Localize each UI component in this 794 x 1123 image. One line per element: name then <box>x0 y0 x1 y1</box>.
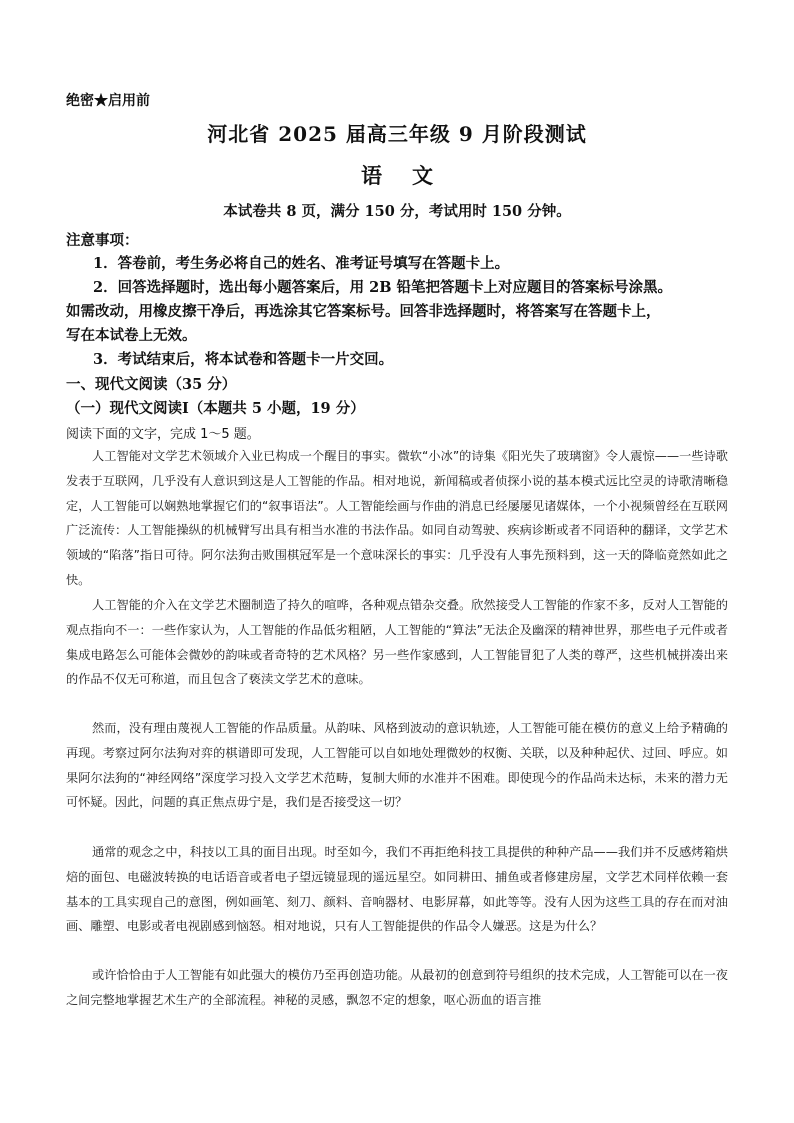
subject-char-1: 语 <box>361 163 382 188</box>
passage-paragraph-1: 人工智能对文学艺术领域介入业已构成一个醒目的事实。微软“小冰”的诗集《阳光失了玻璃窗》令人震惊——一些诗歌发表于互联网，几乎没有人意识到这是人工智能的作品。相对地说，新闻稿或者侦探小说的基本模式远比空灵的诗歌清晰稳定，人工智能可以娴熟地掌握它们的“叙事语法”。人工智能绘画与作曲的消息已经屡屡见诸媒体，一个小视频曾经在互联网广泛流传：人工智能操纵的机械臂写出具有相当水准的书法作品。如同自动驾驶、疾病诊断或者不同语种的翻译，文学艺术领域的“陷落”指日可待。阿尔法狗击败围棋冠军是一个意味深长的事实：几乎没有人事先预料到，这一天的降临竟然如此之快。 <box>66 449 728 587</box>
subject-title <box>0 160 794 190</box>
notes-heading: 注意事项： <box>66 232 139 249</box>
confidential-label: 绝密★启用前 <box>66 93 150 109</box>
exam-info: 本试卷共 8 页，满分 150 分，考试用时 150 分钟。 <box>223 203 571 220</box>
sub-section-heading: （一）现代文阅读Ⅰ（本题共 5 小题，19 分） <box>66 400 365 417</box>
notes-item-2-line-3: 写在本试卷上无效。 <box>66 327 197 344</box>
page-title: 河北省 2025 届高三年级 9 月阶段测试 <box>207 122 587 146</box>
notes-item-2-line-2: 如需改动，用橡皮擦干净后，再选涂其它答案标号。回答非选择题时，将答案写在答题卡上， <box>66 303 661 320</box>
passage-paragraph-4: 通常的观念之中，科技以工具的面目出现。时至如今，我们不再拒绝科技工具提供的种种产品——我们并不反感烤箱烘焙的面包、电磁波转换的电话语音或者电子望远镜显现的遥远星空。如同耕田、捕鱼或者修建房屋，文学艺术同样依赖一套基本的工具实现自己的意图，例如画笔、刻刀、颜料、音响器材、电影屏幕，如此等等。没有人因为这些工具的存在而对油画、雕塑、电影或者电视剧感到恼怒。相对地说，只有人工智能提供的作品令人嫌恶。这是为什么？ <box>66 845 728 934</box>
subject-char-2: 文 <box>412 163 433 188</box>
section-heading: 一、现代文阅读（35 分） <box>66 376 237 393</box>
notes-item-1: 1．答卷前，考生务必将自己的姓名、准考证号填写在答题卡上。 <box>93 255 510 272</box>
passage-paragraph-3: 然而，没有理由蔑视人工智能的作品质量。从韵味、风格到波动的意识轨迹，人工智能可能在模仿的意义上给予精确的再现。考察过阿尔法狗对弈的棋谱即可发现，人工智能可以自如地处理微妙的权衡、关联，以及种种起伏、过回、呼应。如果阿尔法狗的“神经网络”深度学习投入文学艺术范畴，复制大师的水准并不困难。即使现今的作品尚未达标，未来的潜力无可怀疑。因此，问题的真正焦点毋宁是，我们是否接受这一切？ <box>66 721 728 810</box>
reading-instruction: 阅读下面的文字，完成 1～5 题。 <box>66 427 260 442</box>
notes-item-3: 3．考试结束后，将本试卷和答题卡一片交回。 <box>93 351 394 368</box>
notes-item-2-line-1: 2．回答选择题时，选出每小题答案后，用 2B 铅笔把答题卡上对应题目的答案标号涂黑。 <box>93 279 673 296</box>
passage-paragraph-5: 或许恰恰由于人工智能有如此强大的模仿乃至再创造功能。从最初的创意到符号组织的技术完成，人工智能可以在一夜之间完整地掌握艺术生产的全部流程。神秘的灵感，飘忽不定的想象，呕心沥血的语言推 <box>66 968 728 1007</box>
passage-paragraph-2: 人工智能的介入在文学艺术圈制造了持久的喧哗，各种观点错杂交叠。欣然接受人工智能的作家不多，反对人工智能的观点指向不一：一些作家认为，人工智能的作品低劣粗陋，人工智能的“算法”无法企及幽深的精神世界，那些电子元件或者集成电路怎么可能体会微妙的韵味或者奇特的艺术风格？另一些作家感到，人工智能冒犯了人类的尊严，这些机械拼凑出来的作品不仅无可称道，而且包含了亵渎文学艺术的意味。 <box>66 598 728 687</box>
